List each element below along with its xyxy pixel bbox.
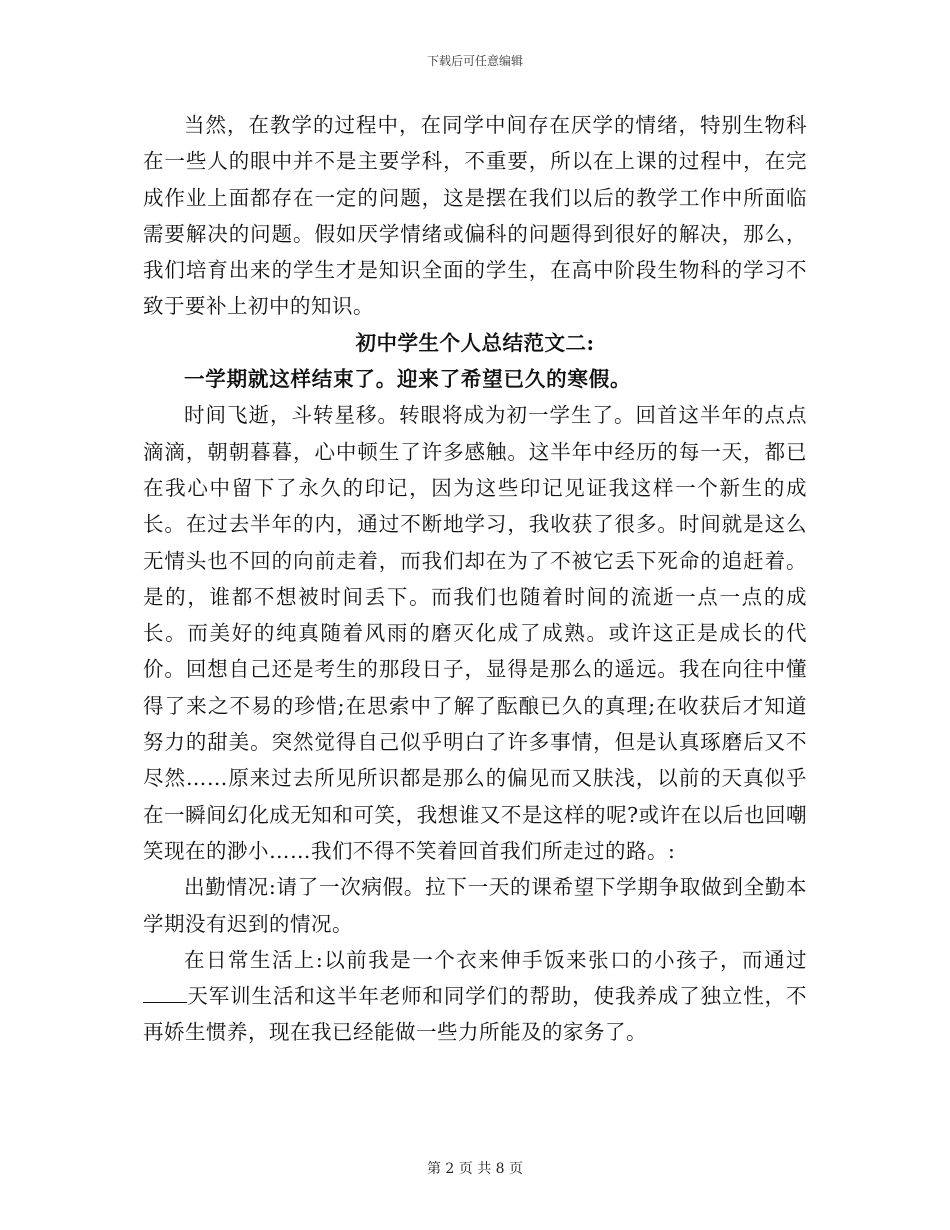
paragraph-intro: 当然，在教学的过程中，在同学中间存在厌学的情绪，特别生物科在一些人的眼中并不是主要学科，不重要，所以在上课的过程中，在完成作业上面都存在一定的问题，这是摆在我们以后的教学工作中所面临需要解决的问题。假如厌学情绪或偏科的问题得到很好的解决，那么，我们培育出来的学生才是知识全面的学生，在高中阶段生物科的学习不致于要补上初中的知识。	[143, 113, 807, 319]
daily-life-text-start: 在日常生活上:以前我是一个衣来伸手饭来张口的小孩子，而通过	[184, 947, 807, 972]
section-subheading: 一学期就这样结束了。迎来了希望已久的寒假。	[184, 367, 632, 392]
paragraph-daily-life	[143, 942, 807, 1051]
fill-in-blank	[143, 980, 187, 1003]
daily-life-text-end: 天军训生活和这半年老师和同学们的帮助，使我养成了独立性，不再娇生惯养，现在我已经能做一些力所能及的家务了。	[143, 984, 807, 1045]
page-header: 下载后可任意编辑	[426, 54, 523, 68]
section-heading: 初中学生个人总结范文二:	[355, 330, 595, 355]
paragraph-reflection: 时间飞逝，斗转星移。转眼将成为初一学生了。回首这半年的点点滴滴，朝朝暮暮，心中顿生了许多感触。这半年中经历的每一天，都已在我心中留下了永久的印记，因为这些印记见证我这样一个新生的成长。在过去半年的内，通过不断地学习，我收获了很多。时间就是这么无情头也不回的向前走着，而我们却在为了不被它丢下死命的追赶着。是的，谁都不想被时间丢下。而我们也随着时间的流逝一点一点的成长。而美好的纯真随着风雨的磨灭化成了成熟。或许这正是成长的代价。回想自己还是考生的那段日子，显得是那么的遥远。我在向往中懂得了来之不易的珍惜;在思索中了解了酝酿已久的真理;在收获后才知道努力的甜美。突然觉得自己似乎明白了许多事情，但是认真琢磨后又不尽然……原来过去所见所识都是那么的偏见而又肤浅，以前的天真似乎在一瞬间幻化成无知和可笑，我想谁又不是这样的呢?或许在以后也回嘲笑现在的渺小……我们不得不笑着回首我们所走过的路。:	[143, 403, 807, 863]
page-footer: 第 2 页 共 8 页	[426, 1161, 524, 1177]
paragraph-attendance: 出勤情况:请了一次病假。拉下一天的课希望下学期争取做到全勤本学期没有迟到的情况。	[143, 875, 807, 936]
document-body	[143, 107, 807, 1051]
